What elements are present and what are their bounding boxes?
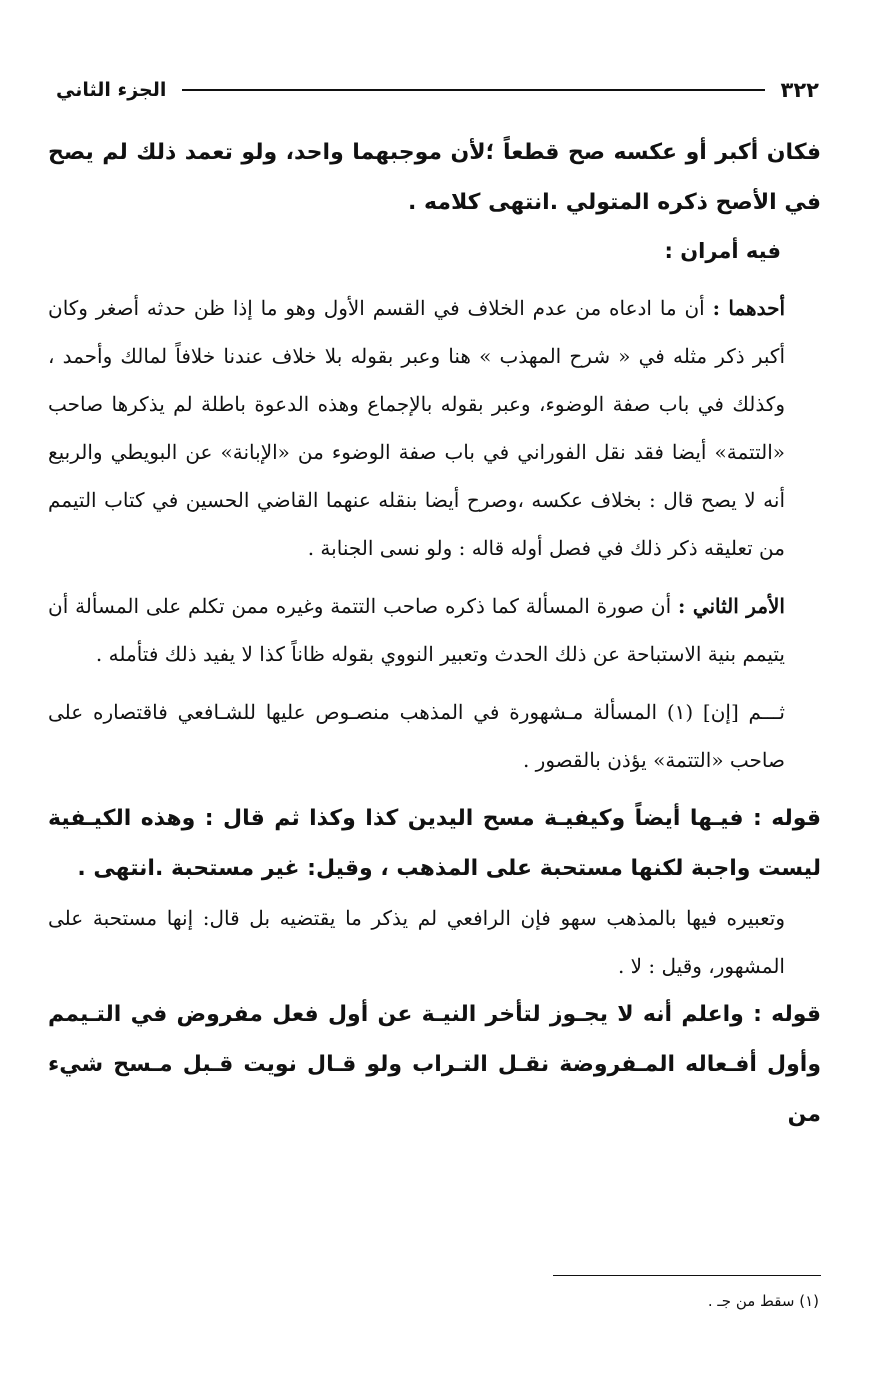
paragraph-quote-1 xyxy=(48,128,821,228)
paragraph-text: فكان أكبر أو عكسه صح قطعاً ؛لأن موجبهما واحد، ولو تعمد ذلك لم يصح في الأصح ذكره المتولي .انتهى كلامه . xyxy=(48,140,821,215)
paragraph-text: قوله : فيـها أيضاً وكيفيـة مسح اليدين كذا وكذا ثم قال : وهذه الكيـفية ليست واجبة لكنها مستحبة على المذهب ، وقيل: غير مستحبة .انتهى . xyxy=(48,806,821,881)
paragraph-text: قوله : واعلم أنه لا يجـوز لتأخر النيـة عن أول فعل مفروض في التـيمم وأول أفـعاله المـفروضة نقـل التـراب ولو قـال نويت قـبل مـسح شيء من xyxy=(48,1002,821,1127)
paragraph-text: أن ما ادعاه من عدم الخلاف في القسم الأول وهو ما إذا ظن حدثه أصغر وكان أكبر ذكر مثله في « شرح المهذب » هنا وعبر بقوله بلا خلاف عندنا خلافاً لمالك وأحمد ، وكذلك في باب صفة الوضوء، وعبر بقوله بالإجماع وهذه الدعوة باطلة لم يذكرها صاحب «التتمة» أيضا فقد نقل الفوراني في باب صفة الوضوء من «الإبانة» عن البويطي والربيع أنه لا يصح قال : بخلاف عكسه ،وصرح أيضا بنقله عنهما القاضي الحسين في كتاب التيمم من تعليقه ذكر ذلك في فصل أوله قاله : ولو نسى الجنابة . xyxy=(48,296,785,560)
paragraph-text: أن صورة المسألة كما ذكره صاحب التتمة وغيره ممن تكلم على المسألة أن يتيمم بنية الاستباحة عن ذلك الحدث وتعبير النووي بقوله ظاناً كذا لا يفيد ذلك فتأمله . xyxy=(48,594,785,666)
paragraph-commentary xyxy=(48,894,821,990)
paragraph-lead: الأمر الثاني : xyxy=(677,594,785,618)
header-rule xyxy=(182,89,764,91)
paragraph-text: فيه أمران : xyxy=(664,239,781,263)
paragraph-second-matter xyxy=(48,582,821,678)
section-heading xyxy=(48,228,821,274)
paragraph-first-matter xyxy=(48,284,821,572)
text-body xyxy=(48,128,821,1140)
paragraph-text: ثـــم [إن] (١) المسألة مـشهورة في المذهب منصـوص عليها للشـافعي فاقتصاره على صاحب «التتمة» يؤذن بالقصور . xyxy=(48,700,785,772)
footnote-rule xyxy=(553,1275,821,1276)
paragraph-lead: أحدهما : xyxy=(712,296,786,320)
paragraph-quote-2 xyxy=(48,794,821,894)
paragraph-text: وتعبيره فيها بالمذهب سهو فإن الرافعي لم يذكر ما يقتضيه بل قال: إنها مستحبة على المشهور، وقيل : لا . xyxy=(48,906,785,978)
header-title: الجزء الثاني xyxy=(56,79,167,101)
running-header xyxy=(56,70,819,110)
paragraph-quote-3 xyxy=(48,990,821,1140)
page-number: ٣٢٢ xyxy=(780,78,819,102)
paragraph-commentary xyxy=(48,688,821,784)
footnote: (١) سقط من جـ . xyxy=(707,1292,819,1310)
